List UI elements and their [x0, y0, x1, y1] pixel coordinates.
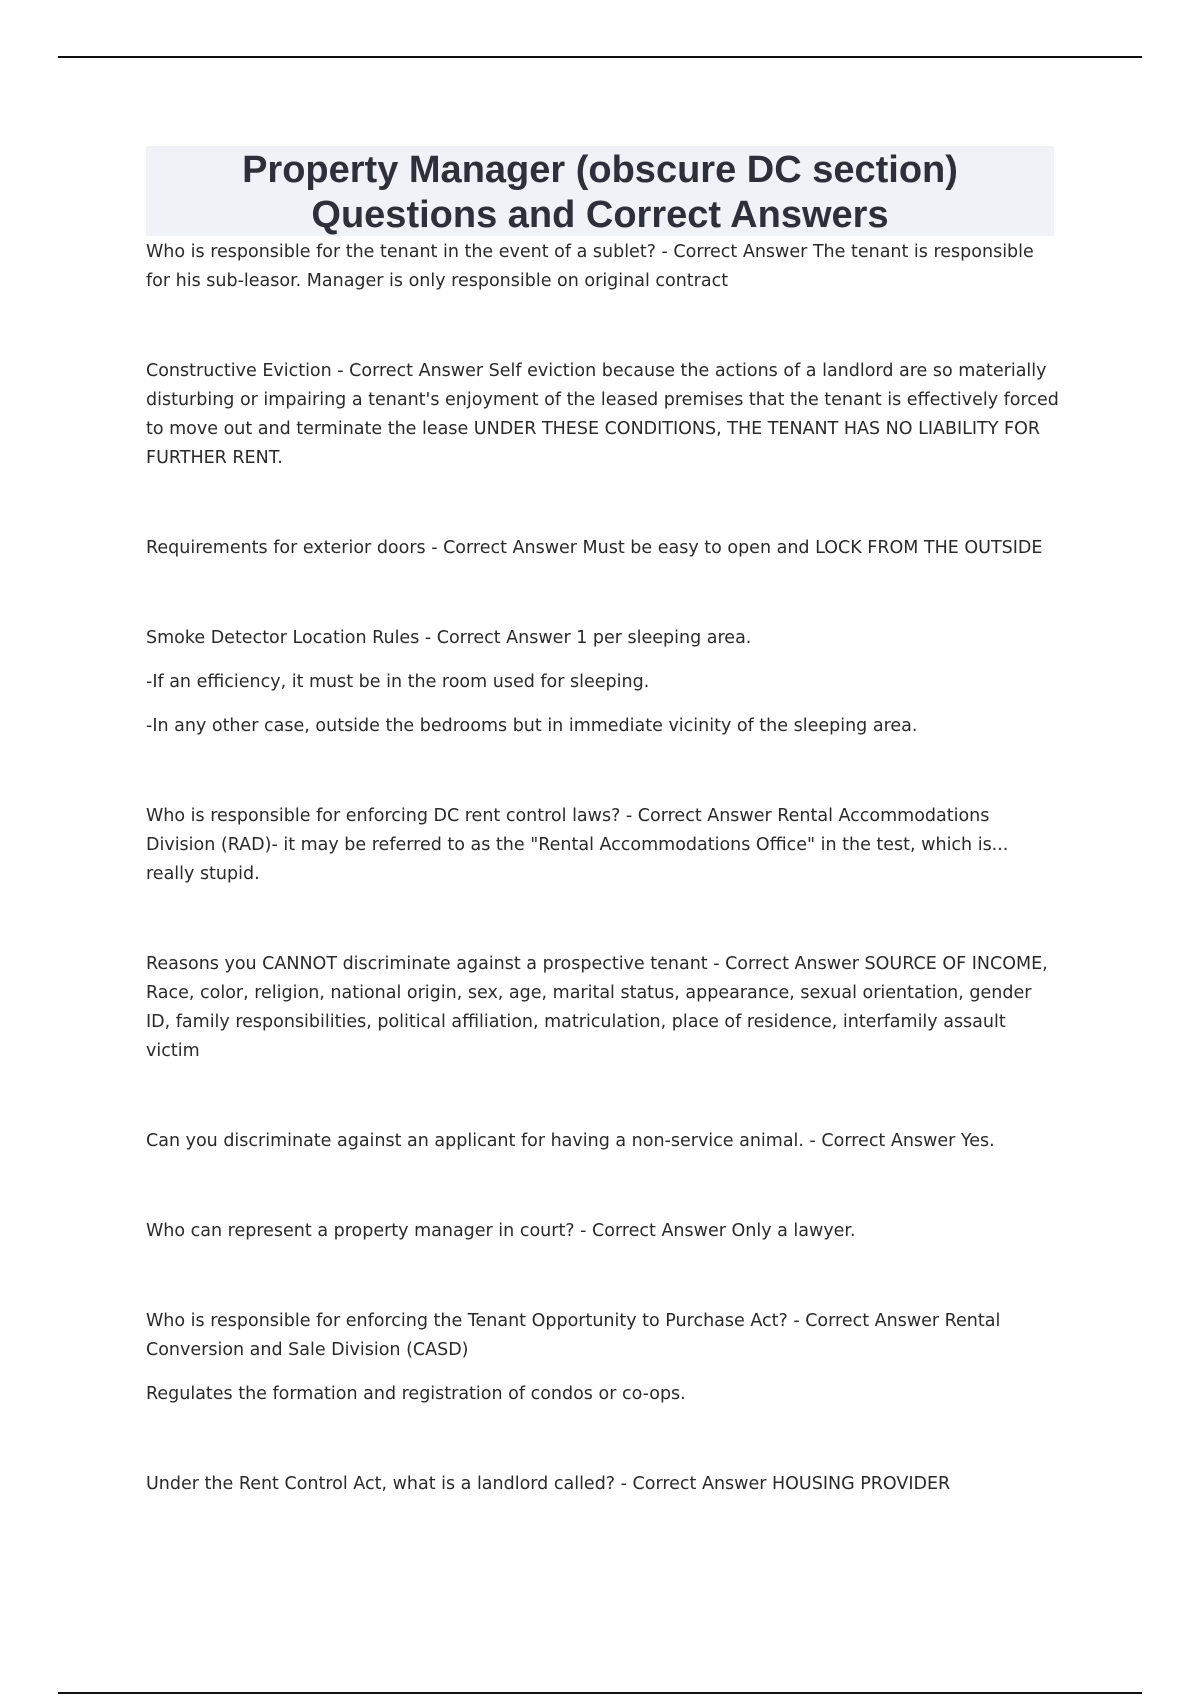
qa-list	[146, 238, 1060, 1499]
qa-text: Who is responsible for enforcing the Tenant Opportunity to Purchase Act? - Correct Answer Rental Conversion and Sale Division (CASD)	[146, 1311, 1001, 1360]
qa-text: Can you discriminate against an applicant for having a non-service animal. - Correct Answer Yes.	[146, 1131, 995, 1151]
qa-text: Who can represent a property manager in court? - Correct Answer Only a lawyer.	[146, 1221, 856, 1241]
title-line-2: Questions and Correct Answers	[311, 194, 889, 236]
qa-entry-6	[146, 950, 1060, 1066]
document-title	[146, 146, 1054, 238]
qa-entry-3	[146, 534, 1060, 563]
qa-entry-10	[146, 1470, 1060, 1499]
qa-text: Who is responsible for the tenant in the event of a sublet? - Correct Answer The tenant is responsible for his sub-leasor. Manager is only responsible on original contract	[146, 242, 1034, 291]
qa-extra-line: -If an efficiency, it must be in the room used for sleeping.	[146, 672, 650, 692]
qa-entry-2	[146, 357, 1060, 473]
qa-text: Constructive Eviction - Correct Answer Self eviction because the actions of a landlord are so materially disturbing or impairing a tenant's enjoyment of the leased premises that the tenant is effectively forced to move out and terminate the lease UNDER THESE CONDITIONS, THE TENANT HAS NO LIABILITY FOR FURTHER RENT.	[146, 361, 1059, 468]
qa-extra-line: -In any other case, outside the bedrooms but in immediate vicinity of the sleeping area.	[146, 716, 918, 736]
bottom-rule	[58, 1692, 1142, 1694]
qa-text: Reasons you CANNOT discriminate against a prospective tenant - Correct Answer SOURCE OF INCOME, Race, color, religion, national origin, sex, age, marital status, appearance, sexual orientation, gender ID, family responsibilities, political affiliation, matriculation, place of residence, interfamily assault victim	[146, 954, 1048, 1061]
qa-text: Smoke Detector Location Rules - Correct Answer 1 per sleeping area.	[146, 628, 752, 648]
qa-entry-8	[146, 1217, 1060, 1246]
qa-entry-4	[146, 624, 1060, 741]
qa-text: Under the Rent Control Act, what is a landlord called? - Correct Answer HOUSING PROVIDER	[146, 1474, 951, 1494]
qa-extra-line: Regulates the formation and registration of condos or co-ops.	[146, 1384, 686, 1404]
top-rule	[58, 56, 1142, 58]
title-box	[146, 146, 1054, 236]
qa-entry-5	[146, 802, 1060, 889]
qa-text: Requirements for exterior doors - Correct Answer Must be easy to open and LOCK FROM THE OUTSIDE	[146, 538, 1043, 558]
qa-text: Who is responsible for enforcing DC rent control laws? - Correct Answer Rental Accommodations Division (RAD)- it may be referred to as the "Rental Accommodations Office" in the test, which is... really stupid.	[146, 806, 1009, 884]
qa-entry-1	[146, 238, 1060, 296]
qa-entry-7	[146, 1127, 1060, 1156]
title-line-1: Property Manager (obscure DC section)	[242, 149, 958, 191]
qa-entry-9	[146, 1307, 1060, 1409]
